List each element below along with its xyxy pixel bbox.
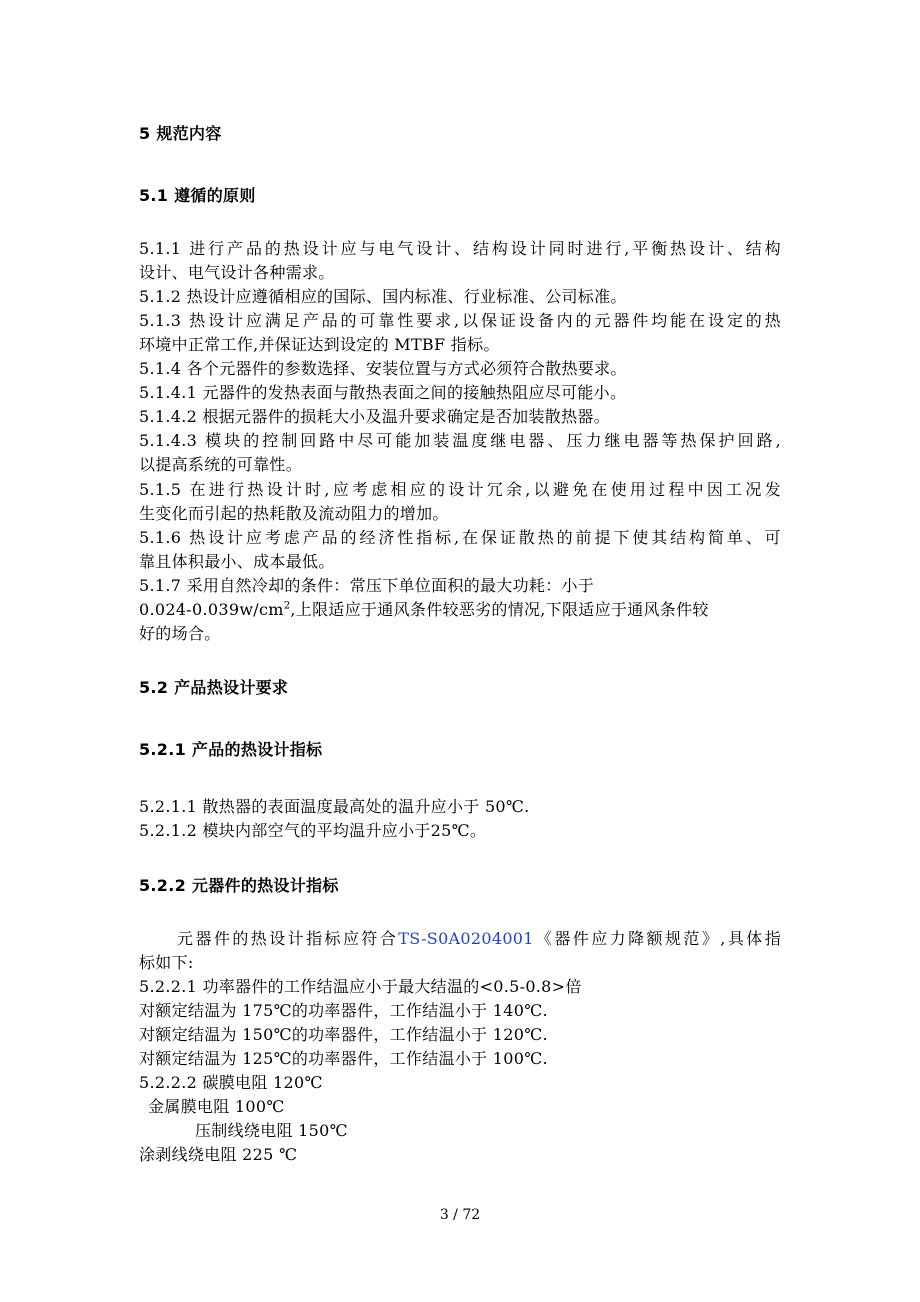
intro-text: 元器件的热设计指标应符合 <box>177 929 399 948</box>
standard-link[interactable]: TS-S0A0204001 <box>398 929 534 948</box>
para-5-1-5-line2: 生变化而引起的热耗散及流动阻力的增加。 <box>139 504 449 523</box>
para-5-1-3-line1: 5.1.3 热设计应满足产品的可靠性要求,以保证设备内的元器件均能在设定的热 <box>139 311 781 330</box>
para-5-1-5-line1: 5.1.5 在进行热设计时,应考虑相应的设计冗余,以避免在使用过程中因工况发 <box>139 480 781 499</box>
heading-5: 5 规范内容 <box>139 124 222 143</box>
heading-5-1: 5.1 遵循的原则 <box>139 186 256 205</box>
para-5-1-6-line2: 靠且体积最小、成本最低。 <box>139 552 335 571</box>
para-5-1-7-line2 <box>139 600 709 620</box>
page-number: 3 / 72 <box>439 1207 481 1223</box>
para-5-2-1-2: 5.2.1.2 模块内部空气的平均温升应小于25℃。 <box>139 821 487 840</box>
para-5-1-2: 5.1.2 热设计应遵循相应的国际、国内标准、行业标准、公司标准。 <box>139 287 627 306</box>
metal-film-resistor: 金属膜电阻 100℃ <box>148 1097 285 1116</box>
intro-text-rest: 《器件应力降额规范》,具体指 <box>533 929 781 948</box>
para-5-2-1-1: 5.2.1.1 散热器的表面温度最高处的温升应小于 50℃. <box>139 797 530 816</box>
junction-temp-150: 对额定结温为 150℃的功率器件，工作结温小于 120℃. <box>139 1025 548 1044</box>
para-5-1-4-1: 5.1.4.1 元器件的发热表面与散热表面之间的接触热阻应尽可能小。 <box>139 383 627 402</box>
para-5-1-4-3-line1: 5.1.4.3 模块的控制回路中尽可能加装温度继电器、压力继电器等热保护回路, <box>139 431 781 450</box>
para-5-2-2-1: 5.2.2.1 功率器件的工作结温应小于最大结温的<0.5-0.8>倍 <box>139 977 582 996</box>
para-5-1-6-line1: 5.1.6 热设计应考虑产品的经济性指标,在保证散热的前提下使其结构简单、可 <box>139 528 781 547</box>
para-5-1-1-line2: 设计、电气设计各种需求。 <box>139 263 335 282</box>
junction-temp-125: 对额定结温为 125℃的功率器件，工作结温小于 100℃. <box>139 1049 548 1068</box>
power-density-range: 0.024-0.039w/cm <box>139 600 284 619</box>
superscript-2: 2 <box>283 600 291 612</box>
pressed-wirewound-resistor: 压制线绕电阻 150℃ <box>195 1121 348 1140</box>
heading-5-2-2: 5.2.2 元器件的热设计指标 <box>139 876 339 895</box>
para-5-1-7-line2-rest: ,上限适应于通风条件较恶劣的情况,下限适应于通风条件较 <box>290 600 709 619</box>
junction-temp-175: 对额定结温为 175℃的功率器件，工作结温小于 140℃. <box>139 1001 548 1020</box>
para-5-1-1-line1: 5.1.1 进行产品的热设计应与电气设计、结构设计同时进行,平衡热设计、结构 <box>139 239 781 258</box>
para-5-2-2-intro-line2: 标如下: <box>139 953 194 972</box>
para-5-1-4-3-line2: 以提高系统的可靠性。 <box>139 455 303 474</box>
para-5-2-2-intro-line1 <box>177 929 781 949</box>
para-5-1-3-line2: 环境中正常工作,并保证达到设定的 MTBF 指标。 <box>139 335 500 354</box>
heading-5-2-1: 5.2.1 产品的热设计指标 <box>139 740 323 759</box>
coated-wirewound-resistor: 涂剥线绕电阻 225 ℃ <box>139 1145 298 1164</box>
para-5-1-7-line3: 好的场合。 <box>139 624 221 643</box>
para-5-1-4-2: 5.1.4.2 根据元器件的损耗大小及温升要求确定是否加装散热器。 <box>139 407 610 426</box>
para-5-1-7-line1: 5.1.7 采用自然冷却的条件：常压下单位面积的最大功耗：小于 <box>139 576 595 595</box>
heading-5-2: 5.2 产品热设计要求 <box>139 678 289 697</box>
para-5-2-2-2-carbon-film: 5.2.2.2 碳膜电阻 120℃ <box>139 1073 323 1092</box>
para-5-1-4: 5.1.4 各个元器件的参数选择、安装位置与方式必须符合散热要求。 <box>139 359 627 378</box>
